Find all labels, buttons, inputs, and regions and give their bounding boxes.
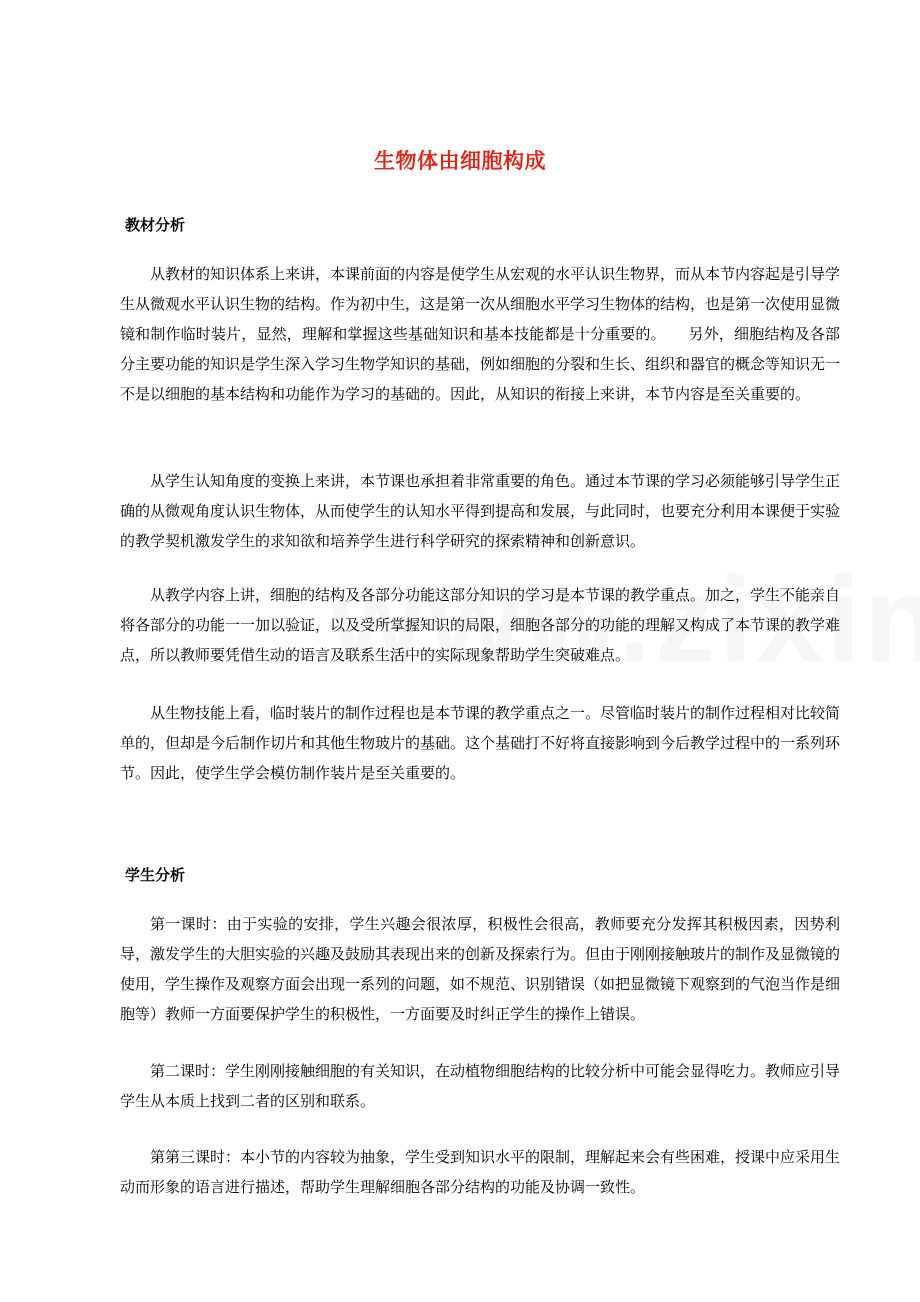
- paragraph: 从教学内容上讲，细胞的结构及各部分功能这部分知识的学习是本节课的教学重点。加之，学生不能亲自将各部分的功能一一加以验证，以及受所掌握知识的局限，细胞各部分的功能的理解又构成了本节课的教学难点，所以教师要凭借生动的语言及联系生活中的实际现象帮助学生突破难点。: [120, 586, 841, 664]
- paragraph: 从教材的知识体系上来讲，本课前面的内容是使学生从宏观的水平认识生物界，而从本节内容起是引导学生从微观水平认识生物的结构。作为初中生，这是第一次从细胞水平学习生物体的结构，也是第一次使用显微镜和制作临时装片，显然，理解和掌握这些基础知识和基本技能都是十分重要的。 另外，细胞结构及各部分主要功能的知识是学生深入学习生物学知识的基础，例如细胞的分裂和生长、组织和器官的概念等知识无一不是以细胞的基本结构和功能作为学习的基础的。因此，从知识的衔接上来讲，本节内容是至关重要的。: [120, 265, 841, 403]
- paragraph: 第一课时：由于实验的安排，学生兴趣会很浓厚，积极性会很高，教师要充分发挥其积极因素，因势利导，激发学生的大胆实验的兴趣及鼓励其表现出来的创新及探索行为。但由于刚刚接触玻片的制作及显微镜的使用，学生操作及观察方面会出现一系列的问题，如不规范、识别错误（如把显微镜下观察到的气泡当作是细胞等）教师一方面要保护学生的积极性，一方面要及时纠正学生的操作上错误。: [120, 915, 841, 1023]
- paragraph: 从生物技能上看，临时装片的制作过程也是本节课的教学重点之一。尽管临时装片的制作过程相对比较简单的，但却是今后制作切片和其他生物玻片的基础。这个基础打不好将直接影响到今后教学过程中的一系列环节。因此，使学生学会模仿制作装片是至关重要的。: [120, 704, 841, 782]
- paragraph: 从学生认知角度的变换上来讲，本节课也承担着非常重要的角色。通过本节课的学习必须能够引导学生正确的从微观角度认识生物体，从而使学生的认知水平得到提高和发展，与此同时，也要充分利用本课便于实验的教学契机激发学生的求知欲和培养学生进行科学研究的探索精神和创新意识。: [120, 472, 841, 550]
- paragraph: 第第三课时：本小节的内容较为抽象，学生受到知识水平的限制，理解起来会有些困难，授课中应采用生动而形象的语言进行描述，帮助学生理解细胞各部分结构的功能及协调一致性。: [120, 1148, 841, 1196]
- document-title: 生物体由细胞构成: [374, 148, 546, 173]
- section-heading-textbook-analysis: 教材分析: [125, 216, 186, 234]
- paragraph: 第二课时：学生刚刚接触细胞的有关知识，在动植物细胞结构的比较分析中可能会显得吃力。教师应引导学生从本质上找到二者的区别和联系。: [120, 1062, 841, 1110]
- section-heading-student-analysis: 学生分析: [125, 866, 186, 884]
